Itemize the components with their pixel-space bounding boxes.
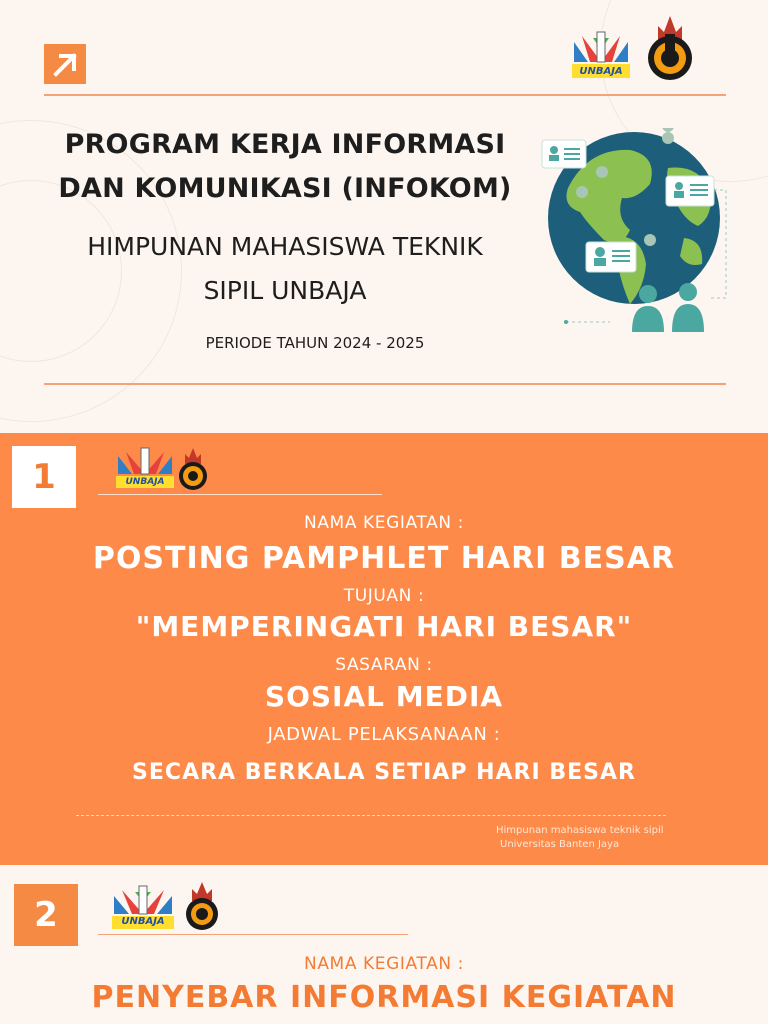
section-1-band <box>0 433 768 865</box>
faculty-emblem <box>184 880 220 932</box>
unbaja-logo-text: UNBAJA <box>579 66 623 77</box>
subtitle-line1: HIMPUNAN MAHASISWA TEKNIK <box>87 232 483 261</box>
footer-line2: Universitas Banten Jaya <box>500 839 620 850</box>
faculty-emblem <box>646 14 694 84</box>
activity-name-label: NAMA KEGIATAN : <box>304 954 464 974</box>
unbaja-logo-text: UNBAJA <box>121 916 165 927</box>
section-1-underline <box>98 494 382 495</box>
faculty-emblem <box>178 446 208 492</box>
target-label: SASARAN : <box>335 655 433 675</box>
section-1-number: 1 <box>12 446 76 508</box>
arrow-icon <box>44 44 86 84</box>
activity-name-value: PENYEBAR INFORMASI KEGIATAN <box>91 980 677 1015</box>
globe-network-illustration <box>538 128 738 338</box>
footer-line1: Himpunan mahasiswa teknik sipil <box>496 825 664 836</box>
target-value: SOSIAL MEDIA <box>264 680 504 713</box>
divider <box>44 383 726 385</box>
page-title-line2: DAN KOMUNIKASI (INFOKOM) <box>58 173 512 204</box>
page-title-line1: PROGRAM KERJA INFORMASI <box>64 129 506 160</box>
period-text: PERIODE TAHUN 2024 - 2025 <box>205 334 425 352</box>
goal-label: TUJUAN : <box>343 586 425 606</box>
schedule-value: SECARA BERKALA SETIAP HARI BESAR <box>132 760 636 785</box>
section-2-number: 2 <box>14 884 78 946</box>
activity-name-value: POSTING PAMPHLET HARI BESAR <box>92 541 676 576</box>
activity-name-label: NAMA KEGIATAN : <box>304 513 464 533</box>
dashed-divider <box>76 815 666 816</box>
schedule-label: JADWAL PELAKSANAAN : <box>267 724 501 745</box>
divider <box>44 94 726 96</box>
unbaja-logo-text: UNBAJA <box>125 477 165 487</box>
section-2-underline <box>98 934 408 935</box>
subtitle-line2: SIPIL UNBAJA <box>203 276 367 305</box>
goal-value: "MEMPERINGATI HARI BESAR" <box>135 610 633 643</box>
